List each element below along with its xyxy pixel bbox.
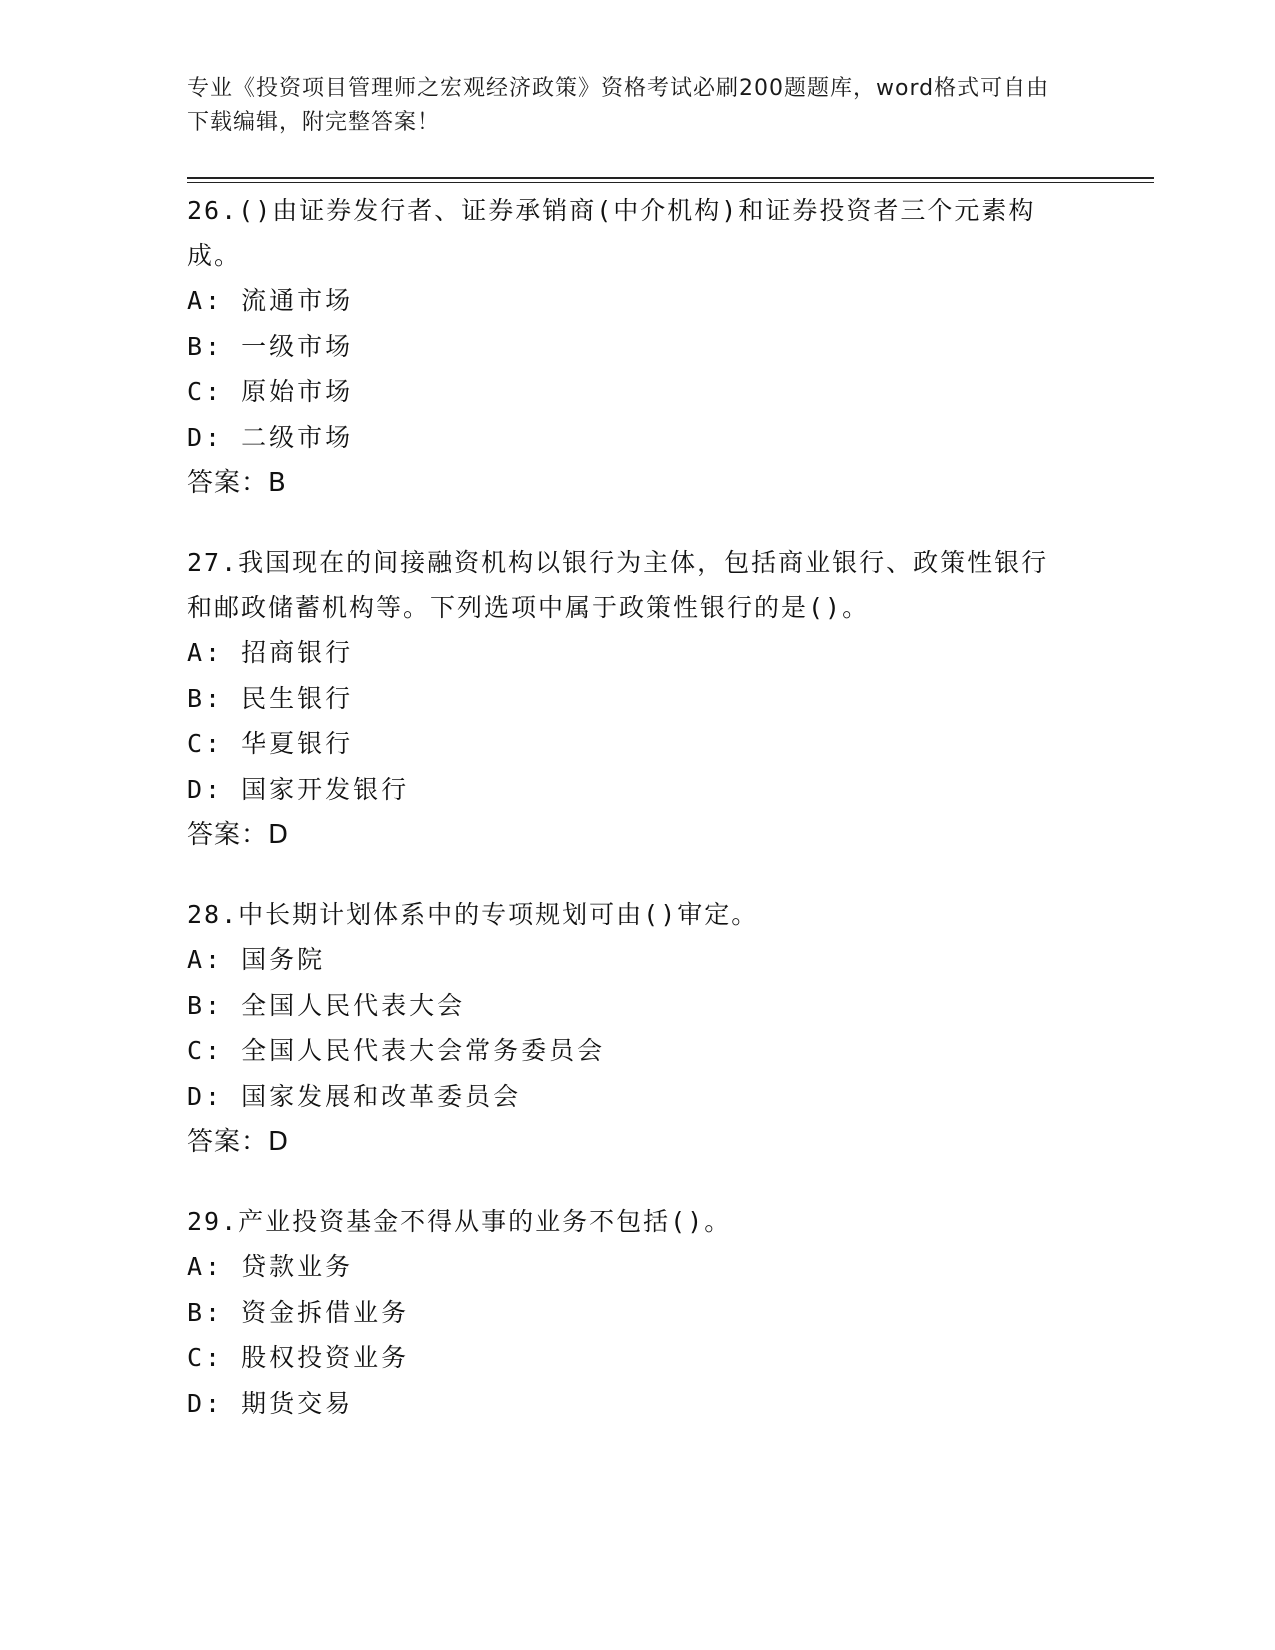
option-b: B: 全国人民代表大会 [187,990,466,1020]
question-29 [187,1199,1087,1426]
question-28 [187,892,1087,1165]
option-a: A: 贷款业务 [187,1252,354,1281]
option-c: C: 全国人民代表大会常务委员会 [187,1036,606,1065]
question-stem: 28.中长期计划体系中的专项规划可由()审定。 [187,900,759,929]
option-d: D: 国家开发银行 [187,774,410,804]
answer: 答案：B [187,468,287,498]
question-stem: 29.产业投资基金不得从事的业务不包括()。 [187,1207,732,1236]
question-stem: 26.()由证券发行者、证券承销商(中介机构)和证券投资者三个元素构成。 [187,196,1036,270]
header-divider [187,177,1154,183]
option-d: D: 二级市场 [187,422,354,452]
question-stem: 27.我国现在的间接融资机构以银行为主体，包括商业银行、政策性银行和邮政储蓄机构等。下列选项中属于政策性银行的是()。 [187,548,1049,622]
answer: 答案：D [187,820,290,850]
document-header: 专业《投资项目管理师之宏观经济政策》资格考试必刷200题题库，word格式可自由下载编辑，附完整答案！ [187,76,1050,135]
option-b: B: 资金拆借业务 [187,1297,410,1327]
option-b: B: 民生银行 [187,683,354,713]
option-c: C: 原始市场 [187,377,354,406]
option-a: A: 流通市场 [187,286,354,315]
option-d: D: 期货交易 [187,1388,354,1418]
option-c: C: 股权投资业务 [187,1343,410,1372]
option-a: A: 国务院 [187,945,326,974]
option-c: C: 华夏银行 [187,729,354,758]
option-a: A: 招商银行 [187,638,354,667]
answer: 答案：D [187,1127,290,1157]
question-26 [187,188,1087,506]
option-b: B: 一级市场 [187,331,354,361]
question-list [187,188,1087,1460]
question-27 [187,540,1087,858]
option-d: D: 国家发展和改革委员会 [187,1081,522,1111]
